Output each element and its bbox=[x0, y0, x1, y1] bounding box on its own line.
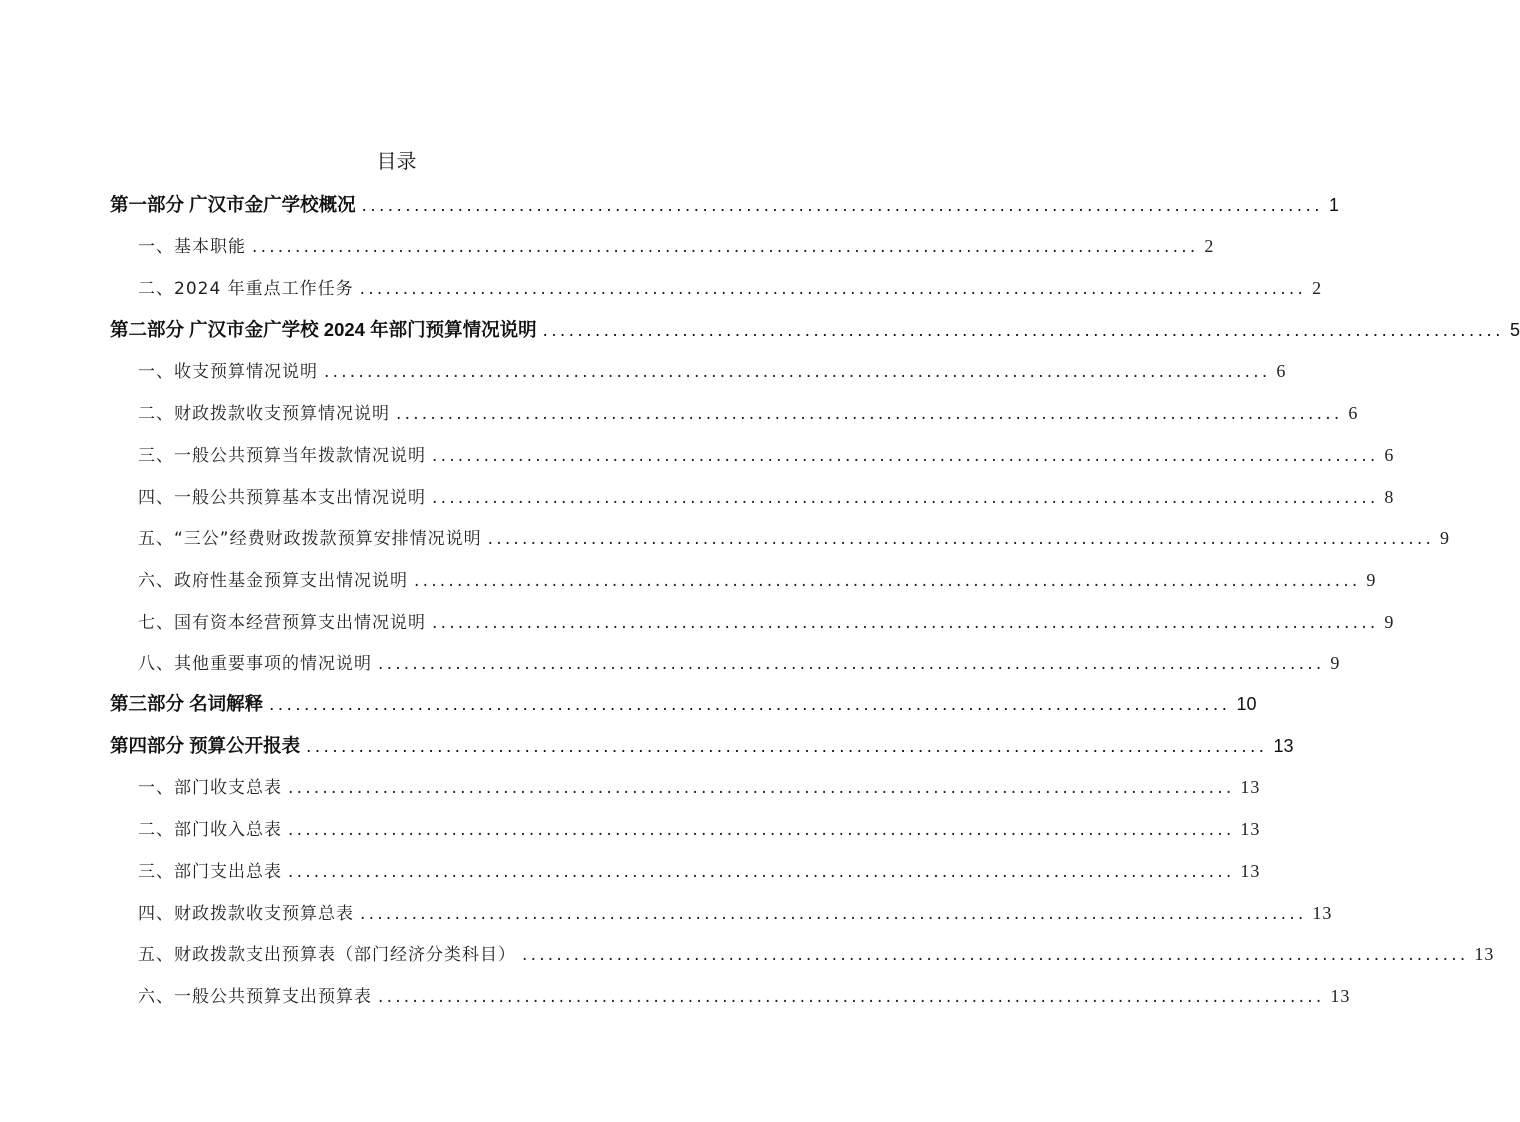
page-title: 目录 bbox=[376, 149, 417, 173]
toc-entry-section[interactable] bbox=[138, 607, 1395, 637]
toc-entry-section[interactable] bbox=[138, 398, 1359, 428]
toc-entry-part-2[interactable] bbox=[110, 315, 1520, 345]
toc-entry-section[interactable] bbox=[138, 898, 1333, 928]
toc-entry-label: 第四部分 预算公开报表 bbox=[110, 735, 301, 756]
toc-entry-label: 第二部分 广汉市金广学校 2024 年部门预算情况说明 bbox=[110, 319, 537, 340]
toc-page-number: 13 bbox=[1474, 944, 1495, 964]
toc-entry-section[interactable] bbox=[138, 482, 1395, 512]
toc-entry-section[interactable] bbox=[138, 648, 1341, 678]
toc-page-number: 2 bbox=[1204, 236, 1215, 256]
toc-entry-section[interactable] bbox=[138, 814, 1261, 844]
toc-page-number: 6 bbox=[1384, 445, 1395, 465]
toc-entry-label: 第一部分 广汉市金广学校概况 bbox=[110, 194, 356, 215]
toc-entry-label: 三、部门支出总表 bbox=[138, 862, 282, 882]
toc-page-number: 13 bbox=[1312, 903, 1333, 923]
toc-page-number: 6 bbox=[1348, 403, 1359, 423]
toc-entry-label: 八、其他重要事项的情况说明 bbox=[138, 654, 372, 674]
dot-leader: .............................................................................................................. bbox=[396, 404, 1343, 424]
toc-entry-label: 第三部分 名词解释 bbox=[110, 693, 264, 714]
dot-leader: .............................................................................................................. bbox=[414, 571, 1361, 591]
toc-entry-label: 二、财政拨款收支预算情况说明 bbox=[138, 404, 390, 424]
dot-leader: .............................................................................................................. bbox=[432, 446, 1379, 466]
toc-entry-section[interactable] bbox=[138, 440, 1395, 470]
toc-entry-label: 五、“三公”经费财政拨款预算安排情况说明 bbox=[138, 529, 482, 549]
toc-entry-part-3[interactable] bbox=[110, 689, 1257, 719]
dot-leader: .............................................................................................................. bbox=[324, 362, 1271, 382]
toc-page-number: 9 bbox=[1330, 653, 1341, 673]
toc-page-number: 9 bbox=[1366, 570, 1377, 590]
toc-entry-label: 二、部门收入总表 bbox=[138, 820, 282, 840]
toc-entry-section[interactable] bbox=[138, 273, 1323, 303]
dot-leader: .............................................................................................................. bbox=[378, 654, 1325, 674]
toc-entry-section[interactable] bbox=[138, 356, 1287, 386]
dot-leader: .............................................................................................................. bbox=[359, 279, 1307, 299]
toc-entry-label: 一、基本职能 bbox=[138, 237, 246, 257]
toc-entry-label: 四、一般公共预算基本支出情况说明 bbox=[138, 488, 426, 508]
dot-leader: .............................................................................................................. bbox=[432, 488, 1379, 508]
dot-leader: .............................................................................................................. bbox=[361, 194, 1324, 215]
toc-page-number: 13 bbox=[1330, 986, 1351, 1006]
dot-leader: .............................................................................................................. bbox=[542, 319, 1504, 340]
toc-entry-label: 六、一般公共预算支出预算表 bbox=[138, 987, 372, 1007]
toc-page-number: 9 bbox=[1384, 612, 1395, 632]
toc-page-number: 5 bbox=[1509, 320, 1520, 340]
toc-entry-label: 一、部门收支总表 bbox=[138, 778, 282, 798]
toc-entry-part-4[interactable] bbox=[110, 731, 1294, 761]
toc-page-number: 8 bbox=[1384, 487, 1395, 507]
dot-leader: .............................................................................................................. bbox=[360, 904, 1307, 924]
toc-page-number: 13 bbox=[1240, 777, 1261, 797]
toc-entry-label: 四、财政拨款收支预算总表 bbox=[138, 904, 354, 924]
toc-entry-section[interactable] bbox=[138, 231, 1215, 261]
toc-page-number: 10 bbox=[1236, 694, 1257, 714]
dot-leader: .............................................................................................................. bbox=[252, 237, 1199, 257]
toc-page-number: 13 bbox=[1240, 819, 1261, 839]
toc-entry-section[interactable] bbox=[138, 772, 1261, 802]
toc-entry-label: 七、国有资本经营预算支出情况说明 bbox=[138, 613, 426, 633]
dot-leader: .............................................................................................................. bbox=[432, 613, 1379, 633]
toc-entry-label: 六、政府性基金预算支出情况说明 bbox=[138, 571, 408, 591]
dot-leader: .............................................................................................................. bbox=[487, 529, 1435, 549]
toc-entry-section[interactable] bbox=[138, 856, 1261, 886]
dot-leader: .............................................................................................................. bbox=[288, 862, 1235, 882]
toc-entry-section[interactable] bbox=[138, 939, 1495, 969]
toc-entry-section[interactable] bbox=[138, 981, 1351, 1011]
toc-page-number: 6 bbox=[1276, 361, 1287, 381]
dot-leader: .............................................................................................................. bbox=[288, 820, 1235, 840]
toc-entry-label: 五、财政拨款支出预算表（部门经济分类科目） bbox=[138, 945, 516, 965]
dot-leader: .............................................................................................................. bbox=[522, 945, 1469, 965]
toc-page-number: 13 bbox=[1240, 861, 1261, 881]
toc-entry-label: 二、2024 年重点工作任务 bbox=[138, 279, 354, 299]
toc-entry-section[interactable] bbox=[138, 523, 1451, 553]
dot-leader: .............................................................................................................. bbox=[269, 693, 1231, 714]
toc-page-number: 13 bbox=[1273, 736, 1294, 756]
dot-leader: .............................................................................................................. bbox=[288, 778, 1235, 798]
toc-page-number: 1 bbox=[1329, 195, 1340, 215]
toc-entry-label: 一、收支预算情况说明 bbox=[138, 362, 318, 382]
toc-entry-label: 三、一般公共预算当年拨款情况说明 bbox=[138, 446, 426, 466]
toc-entry-section[interactable] bbox=[138, 565, 1377, 595]
toc-page-number: 2 bbox=[1312, 278, 1323, 298]
dot-leader: .............................................................................................................. bbox=[306, 735, 1268, 756]
toc-page-number: 9 bbox=[1440, 528, 1451, 548]
toc-entry-part-1[interactable] bbox=[110, 190, 1340, 220]
dot-leader: .............................................................................................................. bbox=[378, 987, 1325, 1007]
